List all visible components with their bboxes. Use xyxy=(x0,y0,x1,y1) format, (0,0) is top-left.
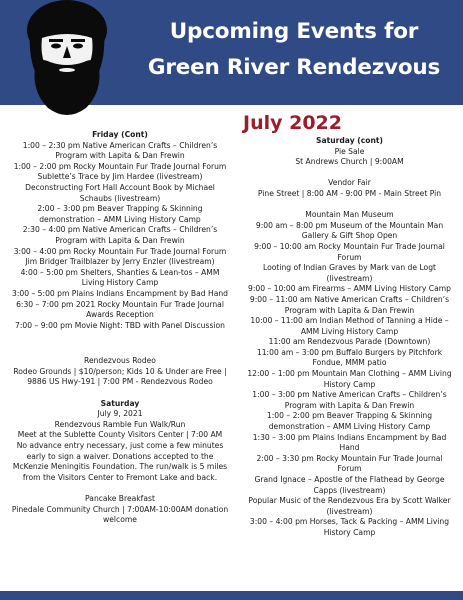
schedule-line: welcome xyxy=(103,515,137,525)
schedule-line: No advance entry necessary, just come a few minutes xyxy=(16,441,224,451)
schedule-line: 2:30 – 4:00 pm Native American Crafts – Children’s xyxy=(22,225,218,235)
schedule-line: 7:00 – 9:00 pm Movie Night: TBD with Panel Discussion xyxy=(15,320,225,330)
friday-schedule xyxy=(4,141,236,332)
pie-sale-info xyxy=(238,147,461,168)
schedule-line: 9886 US Hwy-191 | 7:00 PM - Rendezvous Rodeo xyxy=(27,377,213,387)
schedule-line: Program with Lapita & Dan Frewin xyxy=(284,400,415,410)
schedule-line: Jim Bridger Trailblazer by Jerry Enzler (livestream) xyxy=(25,257,215,267)
schedule-line: 1:00 – 2:00 pm Rocky Mountain Fur Trade Journal Forum xyxy=(13,161,227,171)
title-line-2: Green River Rendezvous xyxy=(147,55,441,80)
saturday-ramble-info xyxy=(4,409,236,483)
rodeo-info xyxy=(4,356,236,388)
schedule-line: Program with Lapita & Dan Frewin xyxy=(55,151,185,161)
schedule-line: 4:00 – 5:00 pm Shelters, Shanties & Lean-tos – AMM xyxy=(20,267,220,277)
schedule-line: July 9, 2021 xyxy=(97,409,143,419)
mountain-man-museum-schedule xyxy=(238,210,461,538)
schedule-line: (livestream) xyxy=(326,506,373,516)
schedule-line: Rendezvous Ramble Fun Walk/Run xyxy=(54,419,186,429)
schedule-line: Schaubs (livestream) xyxy=(79,193,161,203)
schedule-line: Popular Music of the Rendezvous Era by Scott Walker xyxy=(248,496,451,506)
schedule-line: Capps (livestream) xyxy=(313,485,386,495)
right-column xyxy=(238,136,461,539)
schedule-line: Sublette’s Trace by Jim Hardee (livestream) xyxy=(37,172,203,182)
schedule-line: 1:00 – 2:00 pm Beaver Trapping & Skinning xyxy=(266,411,433,421)
friday-heading: Friday (Cont) xyxy=(92,130,148,139)
schedule-line: demonstration – AMM Living History Camp xyxy=(39,214,201,224)
schedule-line: Vendor Fair xyxy=(328,178,371,188)
footer-bar xyxy=(0,591,463,600)
schedule-line: Rodeo Grounds | $10/person; Kids 10 & Under are Free | xyxy=(13,366,227,376)
schedule-line: Forum xyxy=(337,252,362,262)
schedule-line: 11:00 am Rendezvous Parade (Downtown) xyxy=(268,337,431,347)
page-title xyxy=(125,14,463,86)
schedule-line: 3:00 – 4:00 pm Horses, Tack & Packing – AMM Living xyxy=(249,517,450,527)
schedule-line: History Camp xyxy=(323,379,376,389)
bearded-man-silhouette-icon xyxy=(12,0,122,120)
schedule-line: Meet at the Sublette County Visitors Center | 7:00 AM xyxy=(17,430,223,440)
schedule-line: St Andrews Church | 9:00AM xyxy=(295,157,404,167)
schedule-line: Forum xyxy=(337,464,362,474)
schedule-line: Awards Reception xyxy=(86,310,154,320)
schedule-line: Pancake Breakfast xyxy=(85,494,155,503)
schedule-line: 3:00 – 5:00 pm Plains Indians Encampment by Bad Hand xyxy=(12,288,228,298)
schedule-line: Fondue, MMM patio xyxy=(312,358,387,368)
schedule-line: 1:00 – 2:30 pm Native American Crafts – Children’s xyxy=(22,140,218,150)
saturday-heading: Saturday xyxy=(100,398,140,408)
schedule-line: 6:30 – 7:00 pm 2021 Rocky Mountain Fur Trade Journal xyxy=(16,299,224,309)
schedule-line: Pinedale Community Church | 7:00AM-10:00AM donation xyxy=(11,504,229,514)
schedule-line: Pie Sale xyxy=(334,146,365,156)
schedule-line: History Camp xyxy=(323,527,376,537)
schedule-line: 1:00 – 3:00 pm Native American Crafts – Children’s xyxy=(252,390,447,400)
schedule-line: 11:00 am – 3:00 pm Buffalo Burgers by Pitchfork xyxy=(256,347,443,357)
schedule-line: AMM Living History Camp xyxy=(300,326,399,336)
schedule-line: 9:00 – 10:00 am Rocky Mountain Fur Trade Journal xyxy=(254,241,445,251)
schedule-line: Program with Lapita & Dan Frewin xyxy=(55,235,185,245)
schedule-line: 2:00 – 3:00 pm Beaver Trapping & Skinning xyxy=(37,204,203,214)
left-column xyxy=(4,130,236,526)
schedule-line: Rendezvous Rodeo xyxy=(84,356,156,366)
schedule-line: Looting of Indian Graves by Mark van de Logt xyxy=(262,263,436,273)
pancake-breakfast-info xyxy=(4,494,236,526)
schedule-line: Living History Camp xyxy=(81,278,159,288)
schedule-line: 3:00 – 4:00 pm Rocky Mountain Fur Trade Journal Forum xyxy=(13,246,227,256)
vendor-fair-info xyxy=(238,178,461,199)
saturday-cont-heading: Saturday (cont) xyxy=(316,136,383,145)
schedule-line: McKenzie Meningitis Foundation. The run/walk is 5 miles xyxy=(12,462,228,472)
schedule-line: Program with Lapita & Dan Frewin xyxy=(284,305,415,315)
date-heading: July 2022 xyxy=(243,112,342,134)
schedule-line: Hand xyxy=(339,443,360,453)
schedule-line: 10:00 – 11:00 am Indian Method of Tanning a Hide – xyxy=(250,316,449,326)
schedule-line: (livestream) xyxy=(326,273,373,283)
title-line-1: Upcoming Events for xyxy=(169,19,419,44)
schedule-line: 12:00 – 1:00 pm Mountain Man Clothing – AMM Living xyxy=(247,369,452,379)
schedule-line: 1:30 – 3:00 pm Plains Indians Encampment by Bad xyxy=(252,432,447,442)
schedule-line: demonstration – AMM Living History Camp xyxy=(268,422,431,432)
schedule-line: from the Visitors Center to Fremont Lake and back. xyxy=(22,472,218,482)
schedule-line: Grand Ignace – Apostle of the Flathead by George xyxy=(254,475,445,484)
schedule-line: Pine Street | 8:00 AM - 9:00 PM - Main Street Pin xyxy=(257,188,442,198)
schedule-line: Deconstructing Fort Hall Account Book by Michael xyxy=(25,182,215,192)
schedule-line: 9:00 – 11:00 am Native American Crafts – Children’s xyxy=(249,294,450,304)
schedule-line: 9:00 am – 8:00 pm Museum of the Mountain Man xyxy=(255,220,444,230)
schedule-line: Gallery & Gift Shop Open xyxy=(301,231,398,241)
schedule-line: 9:00 – 10:00 am Firearms – AMM Living History Camp xyxy=(248,284,451,294)
schedule-line: Mountain Man Museum xyxy=(305,210,394,220)
schedule-line: 2:00 – 3:30 pm Rocky Mountain Fur Trade Journal xyxy=(256,453,443,463)
schedule-line: early to sign a waiver. Donations accepted to the xyxy=(26,451,214,461)
